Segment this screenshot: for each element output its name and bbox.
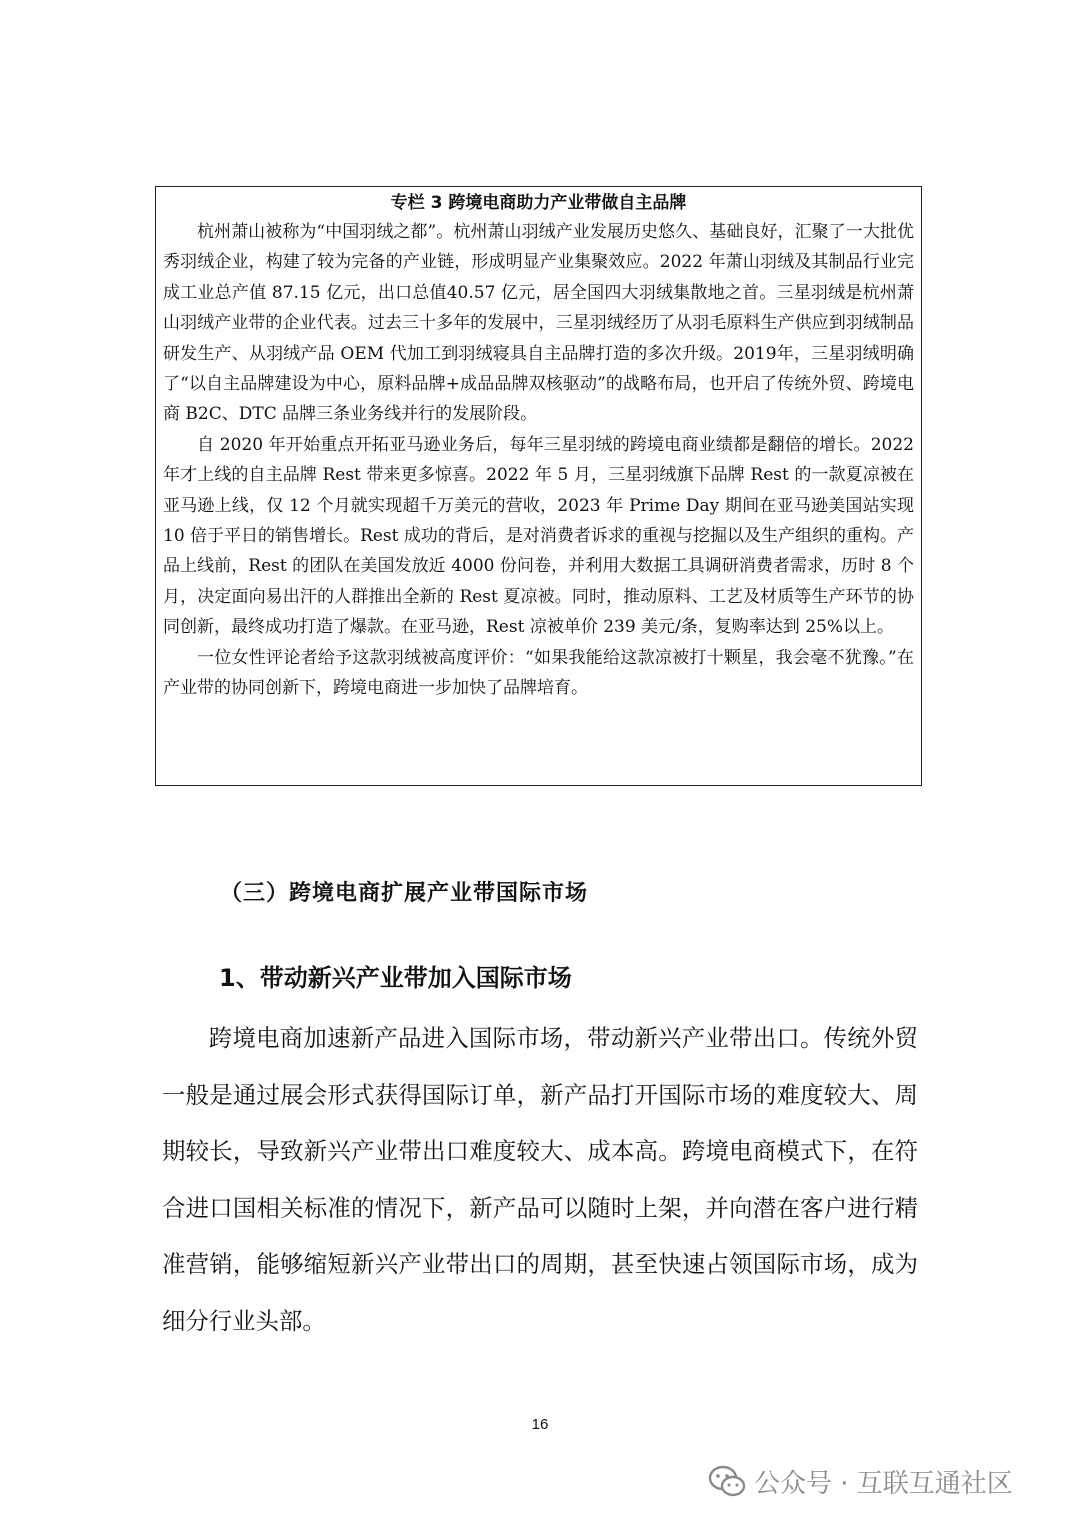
page-number: 16 (531, 1416, 549, 1433)
column-paragraph: 杭州萧山被称为“中国羽绒之都”。杭州萧山羽绒产业发展历史悠久、基础良好，汇聚了一大批优秀羽绒企业，构建了较为完备的产业链，形成明显产业集聚效应。2022 年萧山羽绒及其制品行业完成工业总产值 87.15 亿元，出口总值40.57 亿元，居全国四大羽绒集散地之首。三星羽绒是杭州萧山羽绒产业带的企业代表。过去三十多年的发展中，三星羽绒经历了从羽毛原料生产供应到羽绒制品研发生产、从羽绒产品 OEM 代加工到羽绒寝具自主品牌打造的多次升级。2019年，三星羽绒明确了“以自主品牌建设为中心，原料品牌+成品品牌双核驱动”的战略布局，也开启了传统外贸、跨境电商 B2C、DTC 品牌三条业务线并行的发展阶段。 (163, 222, 914, 425)
body-paragraph: 跨境电商加速新产品进入国际市场，带动新兴产业带出口。传统外贸一般是通过展会形式获得国际订单，新产品打开国际市场的难度较大、周期较长，导致新兴产业带出口难度较大、成本高。跨境电商模式下，在符合进口国相关标准的情况下，新产品可以随时上架，并向潜在客户进行精准营销，能够缩短新兴产业带出口的周期，甚至快速占领国际市场，成为细分行业头部。 (162, 1024, 918, 1335)
column-box (155, 186, 922, 786)
wechat-icon (708, 1465, 746, 1499)
watermark (708, 1463, 1013, 1500)
subsection-heading: 1、带动新兴产业带加入国际市场 (219, 964, 572, 992)
section-heading: （三）跨境电商扩展产业带国际市场 (220, 881, 589, 906)
column-title: 专栏 3 跨境电商助力产业带做自主品牌 (390, 193, 687, 213)
watermark-text: 公众号 · 互联互通社区 (754, 1469, 1013, 1499)
column-paragraph: 一位女性评论者给予这款羽绒被高度评价：“如果我能给这款凉被打十颗星，我会毫不犹豫。”在产业带的协同创新下，跨境电商进一步加快了品牌培育。 (163, 647, 914, 699)
column-paragraph: 自 2020 年开始重点开拓亚马逊业务后，每年三星羽绒的跨境电商业绩都是翻倍的增长。2022 年才上线的自主品牌 Rest 带来更多惊喜。2022 年 5 月，三星羽绒旗下品牌 Rest 的一款夏凉被在亚马逊上线，仅 12 个月就实现超千万美元的营收，2023 年 Prime Day 期间在亚马逊美国站实现 10 倍于平日的销售增长。Rest 成功的背后，是对消费者诉求的重视与挖掘以及生产组织的重构。产品上线前，Rest 的团队在美国发放近 4000 份问卷，并利用大数据工具调研消费者需求，历时 8 个月，决定面向易出汗的人群推出全新的 Rest 夏凉被。同时，推动原料、工艺及材质等生产环节的协同创新，最终成功打造了爆款。在亚马逊，Rest 凉被单价 239 美元/条，复购率达到 25%以上。 (163, 434, 914, 638)
